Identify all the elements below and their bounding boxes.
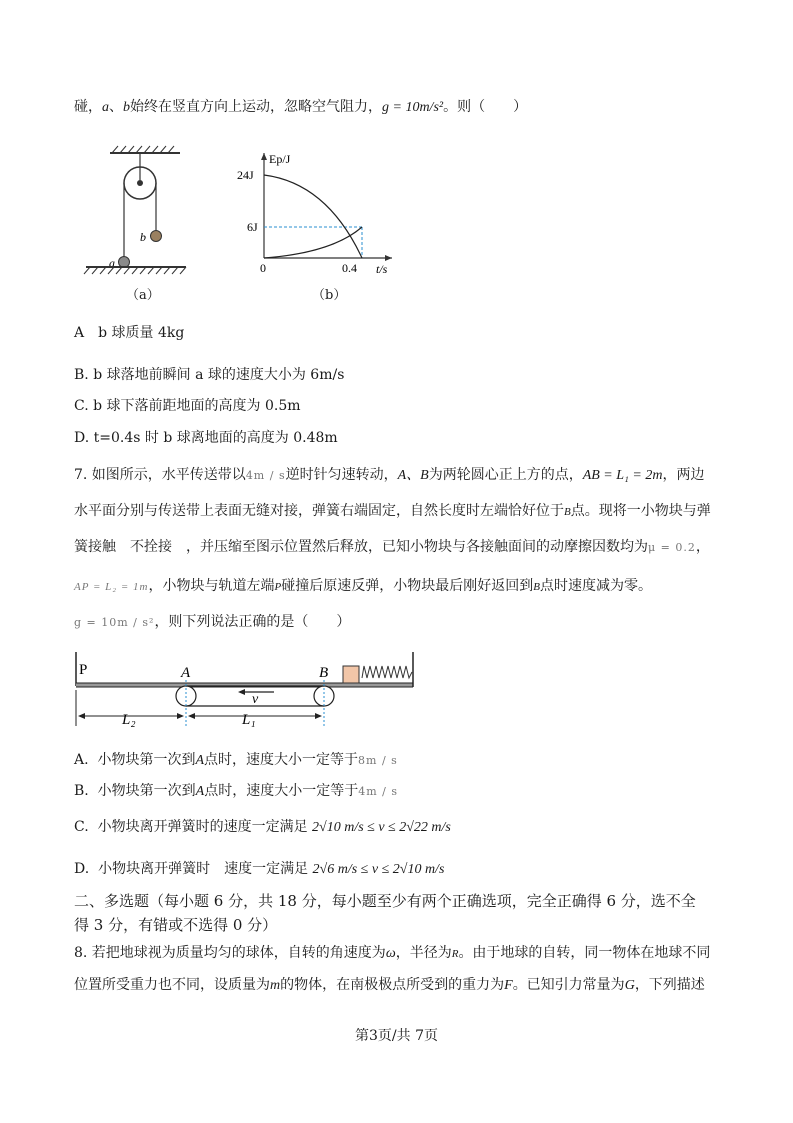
section-multiple-choice-heading: 二、多选题（每小题 6 分，共 18 分，每小题至少有两个正确选项，完全正确得 6 分，选不全 — [74, 892, 696, 910]
page-number: 第3页/共 7页 — [355, 1028, 438, 1044]
figure-a-pulley — [80, 145, 200, 275]
q6-option-a: A b 球质量 4kg — [74, 325, 185, 341]
q6-option-c: C. b 球下落前距地面的高度为 0.5m — [74, 398, 301, 414]
x-tick-0.4: 0.4 — [342, 261, 357, 275]
q6-stem-tail: 碰，a、b始终在竖直方向上运动，忽略空气阻力，g = 10m/s²。则（ ） — [74, 99, 528, 115]
q7-stem-line4: AP = L₂ = 1m，小物块与轨道左端P碰撞后原速反弹，小物块最后刚好返回到B点时速度减为零。 — [74, 578, 652, 594]
q7-option-c: C. 小物块离开弹簧时的速度一定满足 2√10 m/s ≤ v ≤ 2√22 m/s — [74, 819, 451, 835]
q8-stem-line2: 位置所受重力也不同，设质量为m的物体，在南极极点所受到的重力为F。已知引力常量为G，下列描述 — [74, 977, 705, 993]
length-L1: L₁ — [242, 712, 256, 728]
length-L2: L₂ — [122, 712, 136, 728]
figure-a-caption: （a） — [126, 288, 160, 303]
q6-option-d: D. t=0.4s 时 b 球离地面的高度为 0.48m — [74, 430, 338, 446]
figure-b-energy-graph — [232, 145, 412, 280]
y-tick-6J: 6J — [247, 220, 258, 234]
q7-stem-line5: g = 10m / s²，则下列说法正确的是（ ） — [74, 614, 351, 630]
q7-option-d: D. 小物块离开弹簧时 速度一定满足 2√6 m/s ≤ v ≤ 2√10 m/s — [74, 861, 445, 877]
y-axis-label: Ep/J — [269, 152, 291, 166]
figure-b-caption: （b） — [312, 288, 347, 303]
section-multiple-choice-heading-2: 得 3 分，有错或不选得 0 分） — [74, 916, 278, 934]
point-A: A — [181, 665, 191, 681]
label-a: a — [109, 256, 115, 270]
x-tick-0: 0 — [260, 261, 266, 275]
x-axis-label: t/s — [376, 262, 388, 276]
q7-option-a: A. 小物块第一次到A点时，速度大小一定等于8m / s — [74, 752, 398, 768]
q8-stem-line1: 8. 若把地球视为质量均匀的球体，自转的角速度为ω，半径为R。由于地球的自转，同一物体在地球不同 — [74, 945, 711, 961]
figure-conveyor-belt — [68, 650, 428, 730]
point-B: B — [319, 665, 329, 681]
velocity-label: v — [252, 692, 259, 707]
q7-stem-line1: 7. 如图所示，水平传送带以4m / s逆时针匀速转动，A、B为两轮圆心正上方的点，AB = L₁ = 2m，两边 — [74, 467, 705, 483]
q7-option-b: B. 小物块第一次到A点时，速度大小一定等于4m / s — [74, 783, 398, 799]
q6-option-b: B. b 球落地前瞬间 a 球的速度大小为 6m/s — [74, 367, 345, 383]
label-b: b — [140, 230, 146, 244]
q7-stem-line3: 簧接触 不拴接 ，并压缩至图示位置然后释放，已知小物块与各接触面间的动摩擦因数均为μ = 0.2， — [74, 539, 710, 555]
gravity-expression: g = 10m/s² — [382, 100, 444, 115]
point-P: P — [79, 662, 88, 678]
q7-stem-line2: 水平面分别与传送带上表面无缝对接，弹簧右端固定，自然长度时左端恰好位于B点。现将一小物块与弹 — [74, 503, 711, 519]
y-tick-24J: 24J — [237, 168, 254, 182]
